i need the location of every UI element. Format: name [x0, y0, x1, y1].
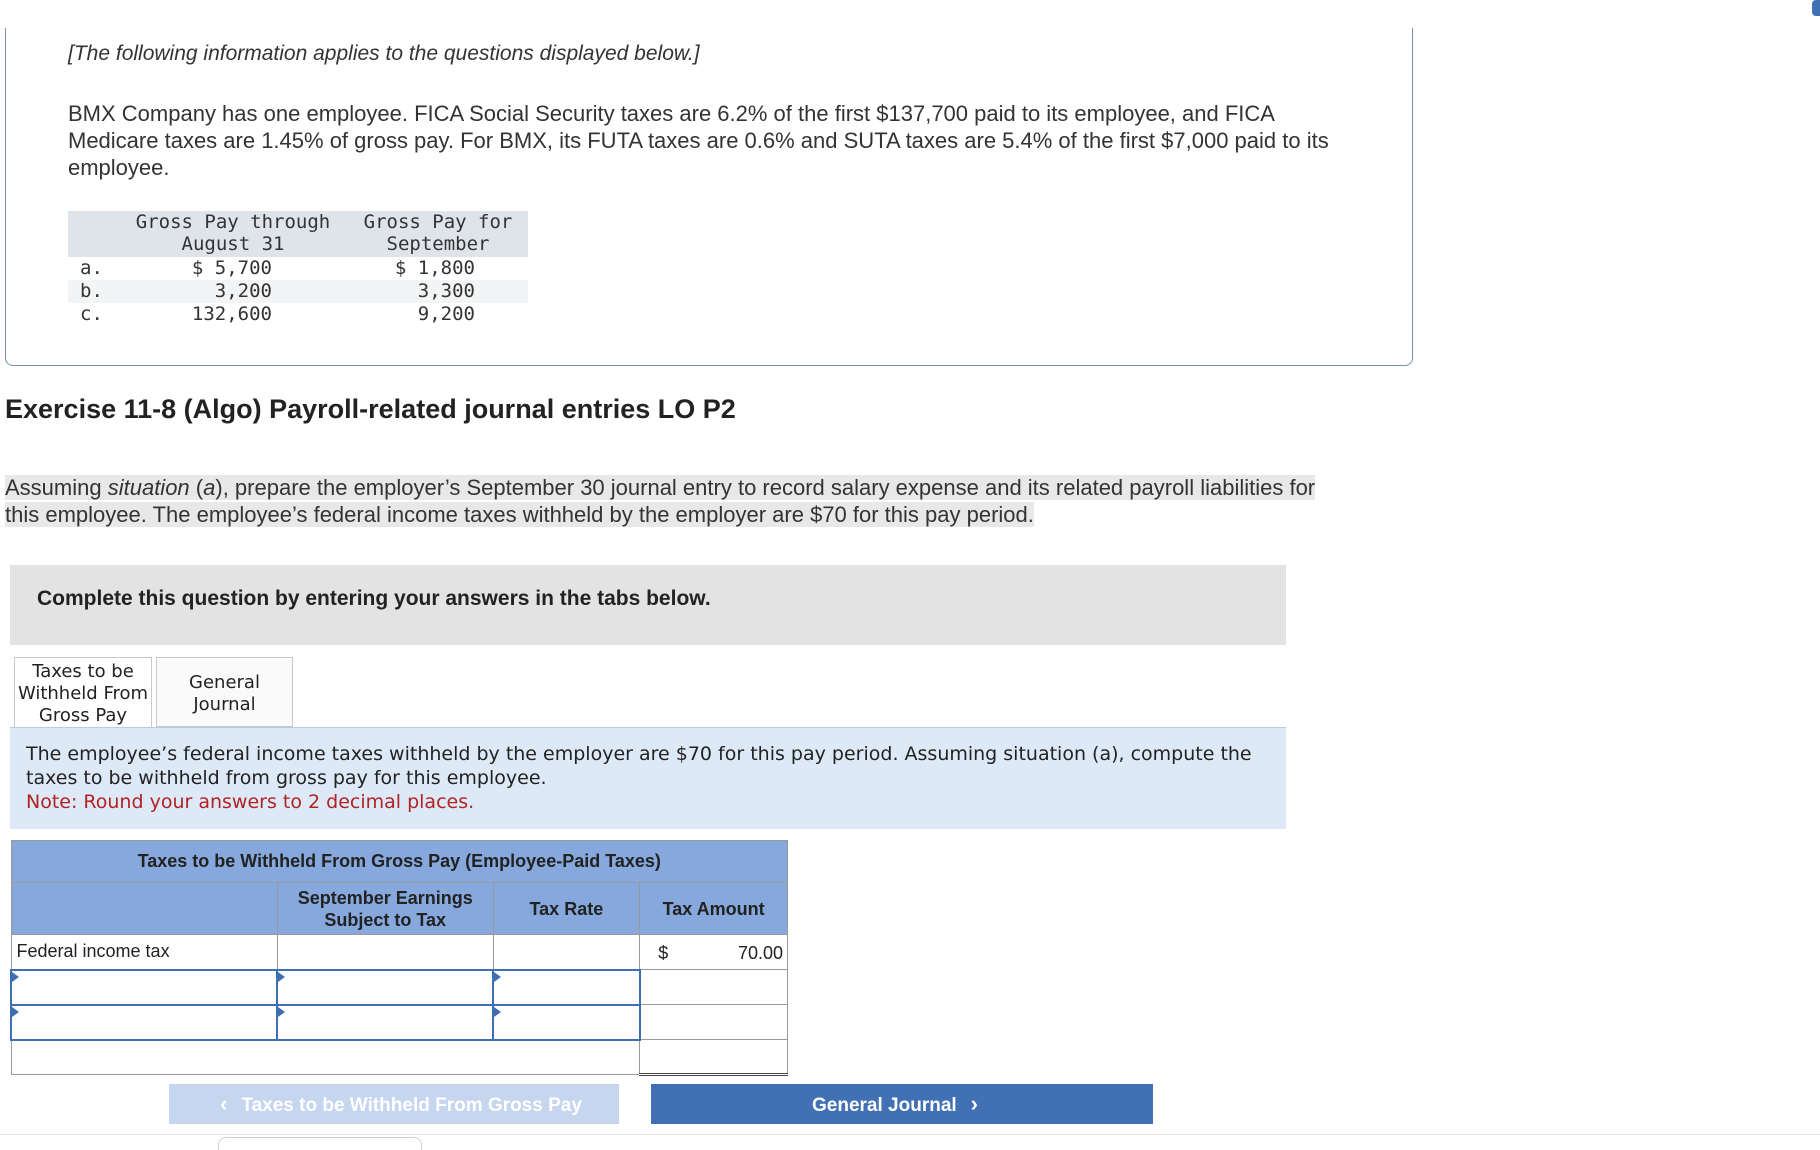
tab-label: Taxes to be [32, 661, 134, 682]
table-row [68, 303, 528, 326]
earnings-input[interactable] [277, 970, 493, 1005]
col2-header-line2: September [386, 233, 490, 255]
complete-question-text: Complete this question by entering your answers in the tabs below. [37, 587, 711, 610]
row-sep-value: 3,300 [417, 280, 475, 302]
prompt-text: ), prepare the employer’s September 30 journal entry to record salary expense and its related payroll liabilities for [215, 475, 1316, 500]
chevron-left-icon: ‹ [220, 1091, 228, 1116]
tax-label-input[interactable] [11, 1005, 277, 1040]
gross-pay-table [68, 211, 528, 326]
header-rate: Tax Rate [493, 883, 640, 935]
prompt-text: ( [189, 475, 204, 500]
row-label: b. [80, 280, 103, 302]
col1-header-line2: August 31 [181, 233, 285, 255]
scroll-indicator [1812, 0, 1820, 16]
header-earnings [277, 883, 493, 935]
table-row [11, 935, 788, 970]
dollar-sign: $ [658, 943, 669, 963]
rate-input[interactable] [493, 970, 640, 1005]
chevron-right-icon: › [970, 1091, 978, 1116]
instructions-note: Note: Round your answers to 2 decimal places. [26, 791, 475, 813]
amount-cell [640, 970, 788, 1005]
exercise-title: Exercise 11-8 (Algo) Payroll-related journal entries LO P2 [5, 394, 736, 424]
earnings-cell [277, 935, 493, 970]
row-label: c. [80, 303, 103, 325]
row-sep-value: $ 1,800 [394, 257, 475, 279]
total-label-cell [11, 1040, 640, 1075]
row-sep-value: 9,200 [417, 303, 475, 325]
tab-label: Journal [193, 694, 256, 715]
row-label: a. [80, 257, 103, 279]
row-label: Federal income tax [11, 935, 277, 970]
exercise-prompt [5, 474, 1315, 528]
table-row [11, 970, 788, 1005]
table-row [68, 280, 528, 303]
prompt-line2: this employee. The employee’s federal income taxes withheld by the employer are $70 for this pay period. [5, 502, 1034, 527]
rate-input[interactable] [493, 1005, 640, 1040]
amount-value: 70.00 [737, 943, 783, 963]
col1-header-line1: Gross Pay through [135, 211, 331, 233]
prompt-text: Assuming [5, 475, 108, 500]
header-earnings-line2: Subject to Tax [324, 909, 447, 930]
tax-label-input[interactable] [11, 970, 277, 1005]
header-amount: Tax Amount [640, 883, 788, 935]
row-aug-value: 132,600 [191, 303, 272, 325]
amount-cell [640, 935, 788, 970]
footer-tab [218, 1137, 422, 1150]
gross-pay-table-header [68, 211, 528, 257]
prompt-situation-letter: a [203, 475, 216, 500]
info-intro: [The following information applies to the questions displayed below.] [68, 42, 700, 65]
footer-divider [0, 1134, 1820, 1135]
col2-header-line1: Gross Pay for [363, 211, 513, 233]
table-row [68, 257, 528, 280]
rate-cell [493, 935, 640, 970]
taxes-withheld-table [10, 840, 788, 1076]
tab-taxes-withheld[interactable] [14, 657, 152, 729]
prompt-situation: situation [107, 475, 190, 500]
header-blank [11, 883, 277, 935]
amount-cell [640, 1005, 788, 1040]
tab-label: Withheld From [17, 683, 149, 704]
earnings-input[interactable] [277, 1005, 493, 1040]
table-row [11, 1005, 788, 1040]
total-amount-cell [640, 1040, 788, 1075]
prev-tab-label: Taxes to be Withheld From Gross Pay [241, 1095, 582, 1116]
instructions-panel [10, 727, 1286, 829]
row-aug-value: $ 5,700 [191, 257, 272, 279]
prev-tab-button[interactable] [169, 1084, 619, 1124]
info-paragraph: BMX Company has one employee. FICA Social Security taxes are 6.2% of the first $137,700 paid to its employee, and FICA Medicare taxes are 1.45% of gross pay. For BMX, its FUTA taxes are 0.6% and SUTA taxes are 5.4% of the first $7,000 paid to its employee. [68, 101, 1329, 180]
tab-general-journal[interactable] [156, 657, 293, 727]
table-total-row [11, 1040, 788, 1075]
row-aug-value: 3,200 [214, 280, 272, 302]
header-earnings-line1: September Earnings [297, 887, 473, 908]
complete-question-bar [10, 565, 1286, 645]
next-tab-button[interactable] [651, 1084, 1153, 1124]
instructions-text: The employee’s federal income taxes withheld by the employer are $70 for this pay period. Assuming situation (a), compute the taxes to be withheld from gross pay for this employee. [26, 743, 1252, 789]
tab-label: Gross Pay [38, 705, 128, 726]
tab-label: General [189, 672, 260, 693]
next-tab-label: General Journal [812, 1095, 957, 1116]
table-title: Taxes to be Withheld From Gross Pay (Employee-Paid Taxes) [11, 841, 788, 883]
